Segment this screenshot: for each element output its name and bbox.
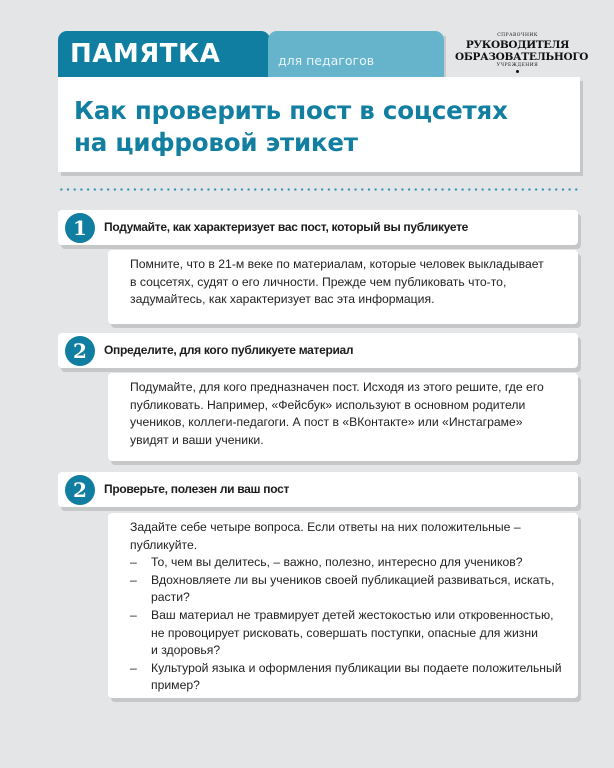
logo-line-2: ОБРАЗОВАТЕЛЬНОГО (455, 51, 589, 63)
step-number-badge: 2 (65, 475, 95, 505)
step-text-line: увидят и ваши ученики. (130, 432, 264, 447)
list-item-line: и здоровья? (151, 643, 221, 658)
step-text-line: публикуйте. (130, 537, 198, 552)
title-line-1: Как проверить пост в соцсетях (74, 96, 508, 125)
step-text-line: публиковать. Например, «Фейсбук» используют в основном родители (130, 397, 526, 412)
title-card (58, 77, 580, 172)
step-3-body (108, 513, 578, 698)
step-title: Определите, для кого публикуете материал (104, 343, 354, 357)
title-line-2: на цифровой этикет (74, 128, 358, 157)
list-item (130, 554, 568, 572)
list-item-line: Ваш материал не травмирует детей жестокостью или откровенностью, (151, 607, 554, 622)
list-item (130, 572, 568, 607)
logo-dot-icon (516, 70, 519, 73)
list-item (130, 660, 568, 695)
list-item-line: Культурой языка и оформления публикации вы подаете положительный (151, 660, 562, 675)
audience-tab (268, 31, 444, 77)
dash-bullet-icon: – (130, 572, 137, 587)
step-text-line: задумайтесь, как характеризует вас эта информация. (130, 292, 435, 307)
step-title: Подумайте, как характеризует вас пост, который вы публикуете (104, 220, 469, 234)
dash-bullet-icon: – (130, 555, 137, 570)
list-item-line: пример? (151, 678, 200, 693)
logo-top-line: СПРАВОЧНИК (497, 33, 538, 38)
step-number-badge: 2 (65, 336, 95, 366)
step-text-line: Подумайте, для кого предназначен пост. Исходя из этого решите, где его (130, 380, 544, 394)
memo-tab (58, 31, 270, 77)
list-item (130, 607, 568, 660)
page-title (58, 77, 580, 159)
step-text-line: Задайте себе четыре вопроса. Если ответы на них положительные – (130, 520, 521, 534)
step-text-line: в соцсетях, судят о его личности. Прежде чем публиковать что-то, (130, 274, 507, 289)
step-2-header (58, 333, 578, 368)
logo-line-1: РУКОВОДИТЕЛЯ (465, 39, 570, 51)
logo-bottom-line: УЧРЕЖДЕНИЯ (496, 63, 539, 68)
step-3-header (58, 472, 578, 507)
list-item-line: не провоцирует рисковать, совершать поступки, опасные для жизни (151, 625, 538, 640)
step-1-body (108, 250, 578, 324)
step-title: Проверьте, полезен ли ваш пост (104, 482, 290, 496)
step-1-header (58, 210, 578, 245)
list-item-line: расти? (151, 590, 190, 605)
step-2-body (108, 373, 578, 461)
list-item-line: Вдохновляете ли вы учеников своей публикацией развиваться, искать, (151, 572, 555, 587)
dash-bullet-icon: – (130, 607, 137, 622)
step-text-line: учеников, коллеги-педагоги. А пост в «ВКонтакте» или «Инстаграме» (130, 415, 523, 430)
memo-tab-label: ПАМЯТКА (70, 39, 221, 69)
dotted-divider (58, 188, 582, 191)
audience-tab-label: для педагогов (278, 53, 375, 68)
list-item-line: То, чем вы делитесь, – важно, полезно, интересно для учеников? (151, 555, 523, 570)
step-text-line: Помните, что в 21-м веке по материалам, которые человек выкладывает (130, 257, 544, 271)
question-list (130, 554, 568, 695)
publisher-logo (455, 33, 589, 73)
dash-bullet-icon: – (130, 660, 137, 675)
step-number-badge: 1 (65, 213, 95, 243)
